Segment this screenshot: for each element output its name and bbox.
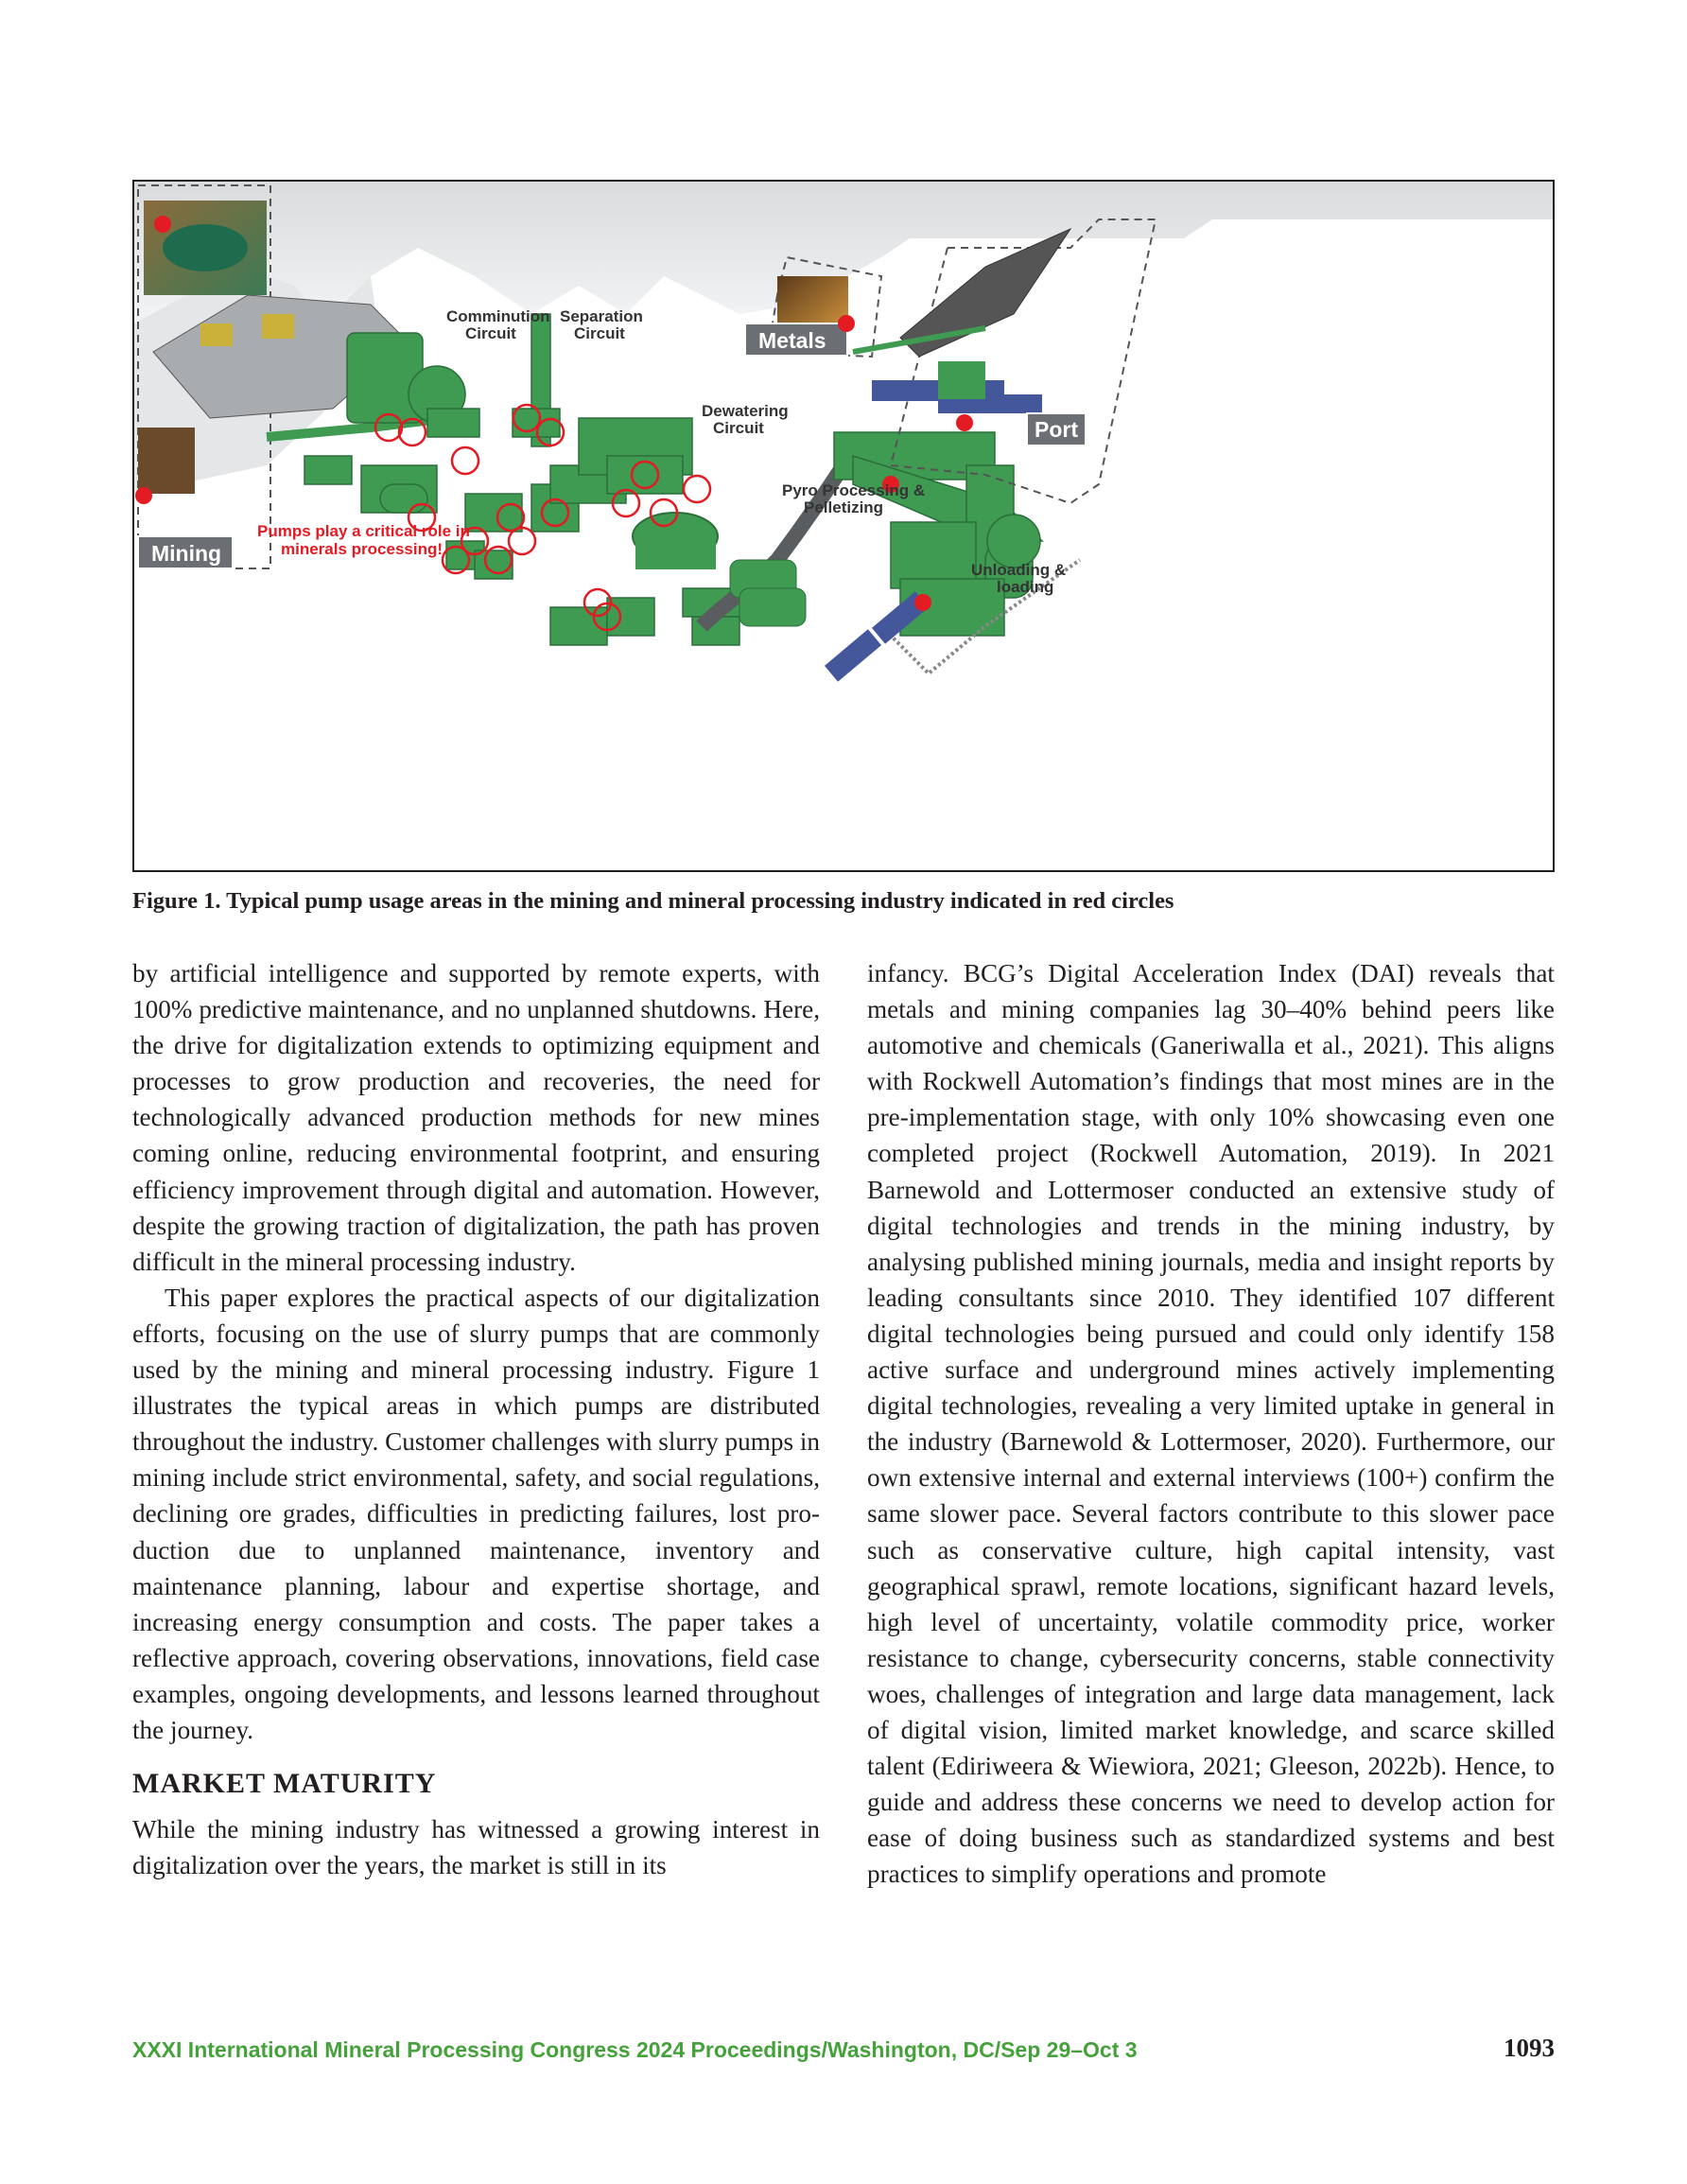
underground-photo [138,428,195,494]
section-heading: MARKET MATURITY [132,1768,437,1800]
figure-caption: Figure 1. Typical pump usage areas in the mining and mineral processing industry indicated in red circles [132,888,1174,914]
pumps-note-2: minerals processing! [281,540,443,558]
filter-units [730,560,806,626]
pyro-label-1: Pyro Processing & [782,481,926,499]
dewatering-label-2: Circuit [713,419,764,437]
left-paragraph-2: This paper explores the practical aspects of our digitalization efforts, focusing on the use of slurry pumps that are commonly used by the mining and mineral processing industry. Figure 1 illustrates the typical areas in which pumps are distributed throughout the industry. Customer challenges with slurry pumps in mining include strict environmental, safety, and social regulations, declining ore grades, difficulties in predicting failures, lost production due to unplanned maintenance, inventory and maintenance planning, labour and expertise shortage, and increasing energy consumption and costs. The paper takes a reflective approach, covering observations, innovations, field case examples, ongoing developments, and lessons learned throughout the journey. [132,1283,820,1744]
comminution-label-1: Comminution [446,307,550,325]
figure-1 [132,180,1555,872]
separation-label-1: Separation [560,307,643,325]
separation-equipment [446,314,758,645]
unloading-label-2: loading [997,578,1054,596]
left-paragraph-3: While the mining industry has witnessed a growing interest in digitalization over the years, the market is still in its [132,1815,820,1880]
pumps-note-1: Pumps play a critical role in [257,522,470,540]
page-number: 1093 [1504,2034,1555,2062]
metals-tag-label: Metals [758,328,826,353]
proceedings-title: XXXI International Mineral Processing Congress 2024 Proceedings/Washington, DC/Sep 29–Oct 3 [132,2037,1138,2062]
mining-tag-label: Mining [151,541,222,566]
separation-label-2: Circuit [574,324,625,342]
right-paragraph-1: infancy. BCG’s Digital Acceleration Index (DAI) reveals that metals and mining companies lag 30–40% behind peers like automotive and chemicals (Ganeriwalla et al., 2021). This aligns with Rockwell Automation’s findings that most mines are in the pre-implementation stage, with only 10% showcasing even one completed project (Rockwell Automation, 2019). In 2021 Barnewold and Lottermoser conducted an extensive study of digital technologies and trends in the mining industry, by analysing published mining journals, media and insight reports by leading consultants since 2010. They identified 107 different digital technologies being pursued and could only identify 158 active surface and underground mines actively implementing digital technologies, revealing a very limited uptake in general in the industry (Barnewold & Lottermoser, 2020). Furthermore, our own extensive internal and external interviews (100+) confirm the same slower pace. Several factors contribute to this slower pace such as conservative culture, high capital intensity, vast geographical sprawl, remote locations, significant hazard levels, high level of uncertainty, volatile commodity price, worker resistance to change, cybersecurity concerns, stable connectivity woes, challenges of integration and large data management, lack of digital vision, limited market knowledge, and scarce skilled talent (Ediriweera & Wiewiora, 2021; Gleeson, 2022b). Hence, to guide and address these concerns we need to develop action for ease of doing business such as standardized systems and best practices to simplify operations and promote [867,959,1555,1889]
left-column [132,955,820,1883]
port-tag-label: Port [1035,417,1078,442]
left-paragraph-1: by artificial intelligence and supported by remote experts, with 100% predictive maintenance, and no unplanned shutdowns. Here, the drive for digitalization extends to optimizing equipment and processes to grow production and recoveries, the need for technologically advanced production methods for new mines coming online, reducing environmental footprint, and ensuring efficiency improvement through digital and automation. However, despite the growing traction of digitalization, the path has proven difficult in the mineral processing industry. [132,959,820,1276]
unloading-label-1: Unloading & [971,561,1067,579]
page-footer [132,2032,1555,2070]
dewatering-label-1: Dewatering [702,402,789,420]
pyro-label-2: Pelletizing [804,498,884,516]
right-column [867,955,1555,1892]
comminution-label-2: Circuit [465,324,516,342]
